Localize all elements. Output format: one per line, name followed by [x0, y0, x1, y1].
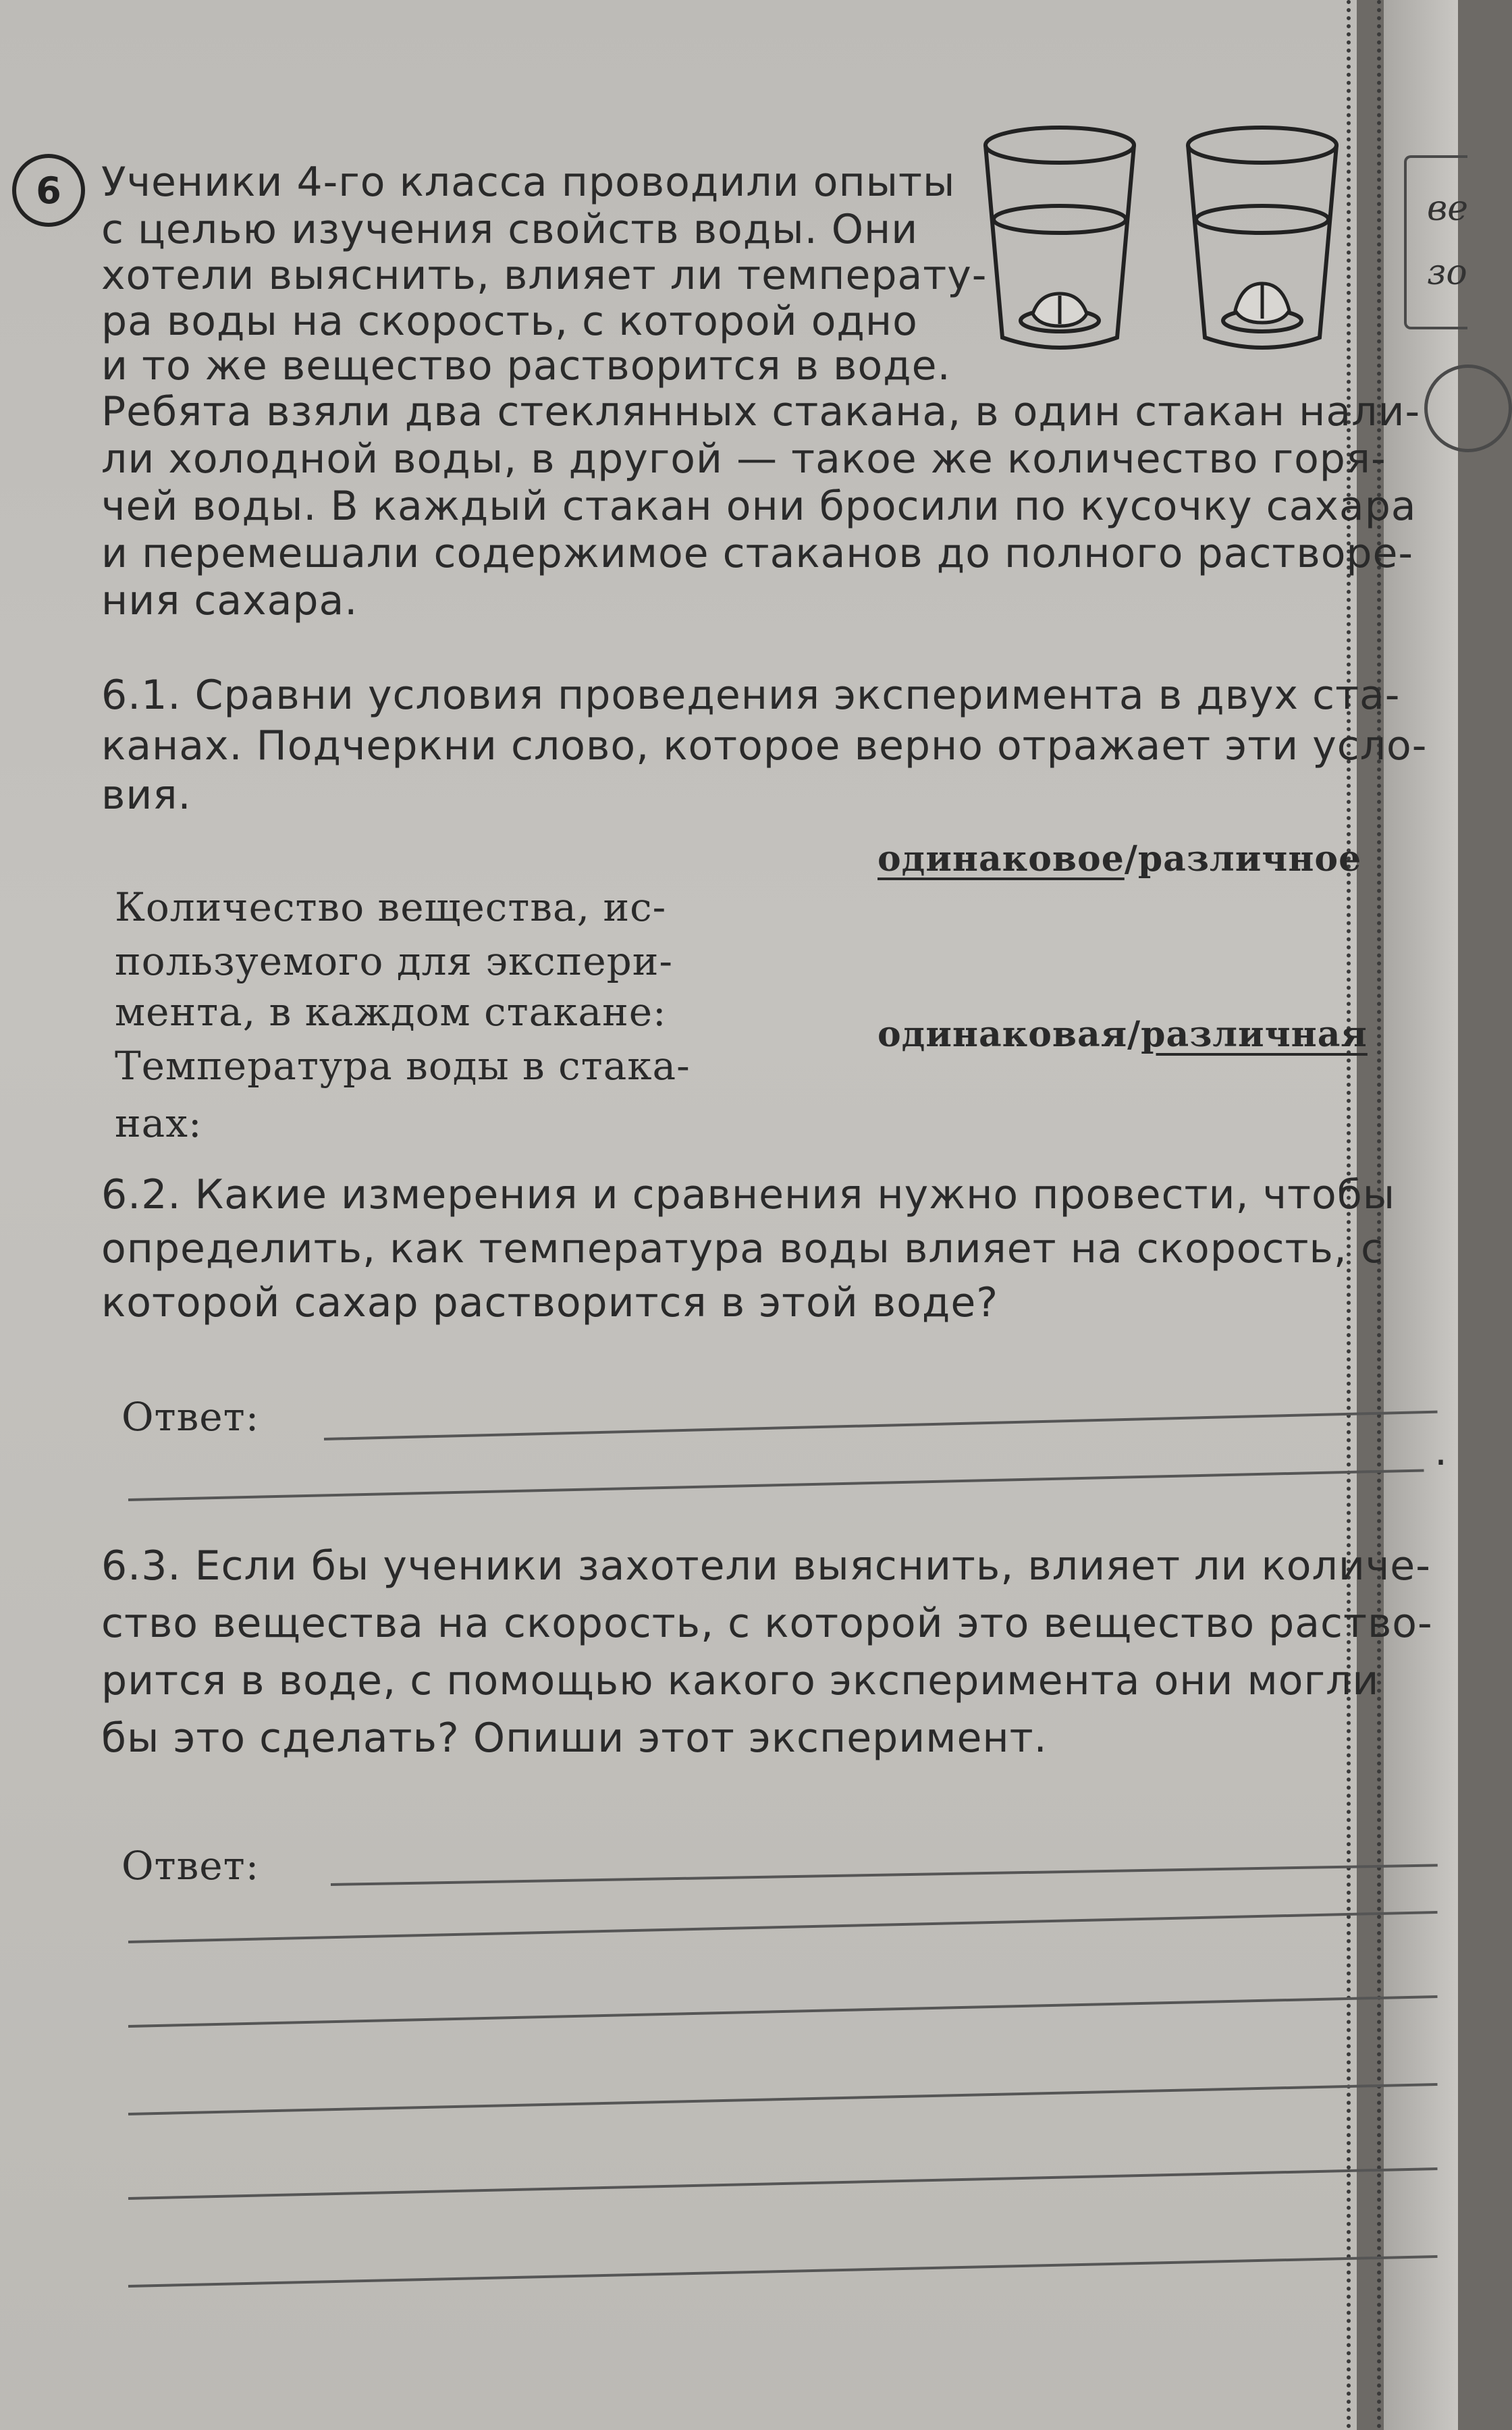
sugar-cube-icon — [1235, 284, 1289, 323]
task-text-line: ра воды на скорость, с которой одно — [101, 298, 918, 345]
task-number-badge: 6 — [12, 154, 85, 227]
row2-label: нах: — [115, 1100, 202, 1146]
next-page-box — [1404, 155, 1467, 329]
task-text-line: хотели выяснить, влияет ли температу- — [101, 252, 988, 299]
question-6-3-text: ство вещества на скорость, с которой это вещество раство- — [101, 1600, 1433, 1647]
row2-option-same[interactable]: одинаковая — [878, 1014, 1128, 1055]
task-text-line: Ребята взяли два стеклянных стакана, в один стакан нали- — [101, 388, 1421, 435]
task-text-line: и то же вещество растворится в воде. — [101, 342, 951, 389]
row2-option-different[interactable]: различная — [1141, 1014, 1368, 1055]
question-6-2-text: которой сахар растворится в этой воде? — [101, 1279, 999, 1326]
row1-label: пользуемого для экспери- — [115, 938, 674, 984]
question-6-1-text: канах. Подчеркни слово, которое верно отражает эти усло- — [101, 722, 1428, 770]
answer-label: Ответ: — [122, 1843, 260, 1889]
task-text-line: и перемешали содержимое стаканов до полного растворе- — [101, 530, 1414, 577]
question-6-3-text: рится в воде, с помощью какого эксперимента они могли — [101, 1657, 1380, 1704]
next-page-circle — [1424, 364, 1512, 452]
option-separator: / — [1124, 838, 1138, 880]
edge-letters: зо — [1427, 252, 1467, 293]
sugar-cube-icon — [1033, 294, 1087, 326]
row2-choice — [878, 1013, 1368, 1053]
option-separator: / — [1127, 1014, 1141, 1055]
question-6-1-text: 6.1. Сравни условия проведения эксперимента в двух ста- — [101, 672, 1401, 719]
question-6-1-text: вия. — [101, 772, 192, 819]
row1-option-different[interactable]: различное — [1137, 838, 1362, 880]
row1-label: Количество вещества, ис- — [115, 884, 667, 930]
row1-choice — [878, 837, 1361, 878]
row1-label: мента, в каждом стакане: — [115, 989, 667, 1035]
question-6-2-text: определить, как температура воды влияет на скорость, с — [101, 1225, 1384, 1272]
question-6-2-text: 6.2. Какие измерения и сравнения нужно провести, чтобы — [101, 1171, 1396, 1218]
task-text-line: ния сахара. — [101, 577, 358, 624]
row1-option-same[interactable]: одинаковое — [878, 838, 1125, 880]
answer-label: Ответ: — [122, 1394, 260, 1440]
end-mark: . — [1434, 1428, 1449, 1475]
edge-letters: ве — [1427, 188, 1469, 229]
task-text-line: ли холодной воды, в другой — такое же количество горя- — [101, 435, 1386, 483]
task-text-line: Ученики 4-го класса проводили опыты — [101, 159, 956, 206]
glasses-illustration — [972, 115, 1350, 371]
row2-label: Температура воды в стака- — [115, 1043, 691, 1089]
task-text-line: с целью изучения свойств воды. Они — [101, 206, 919, 253]
question-6-3-text: бы это сделать? Опиши этот эксперимент. — [101, 1714, 1048, 1762]
task-text-line: чей воды. В каждый стакан они бросили по кусочку сахара — [101, 483, 1417, 530]
question-6-3-text: 6.3. Если бы ученики захотели выяснить, влияет ли количе- — [101, 1542, 1431, 1590]
